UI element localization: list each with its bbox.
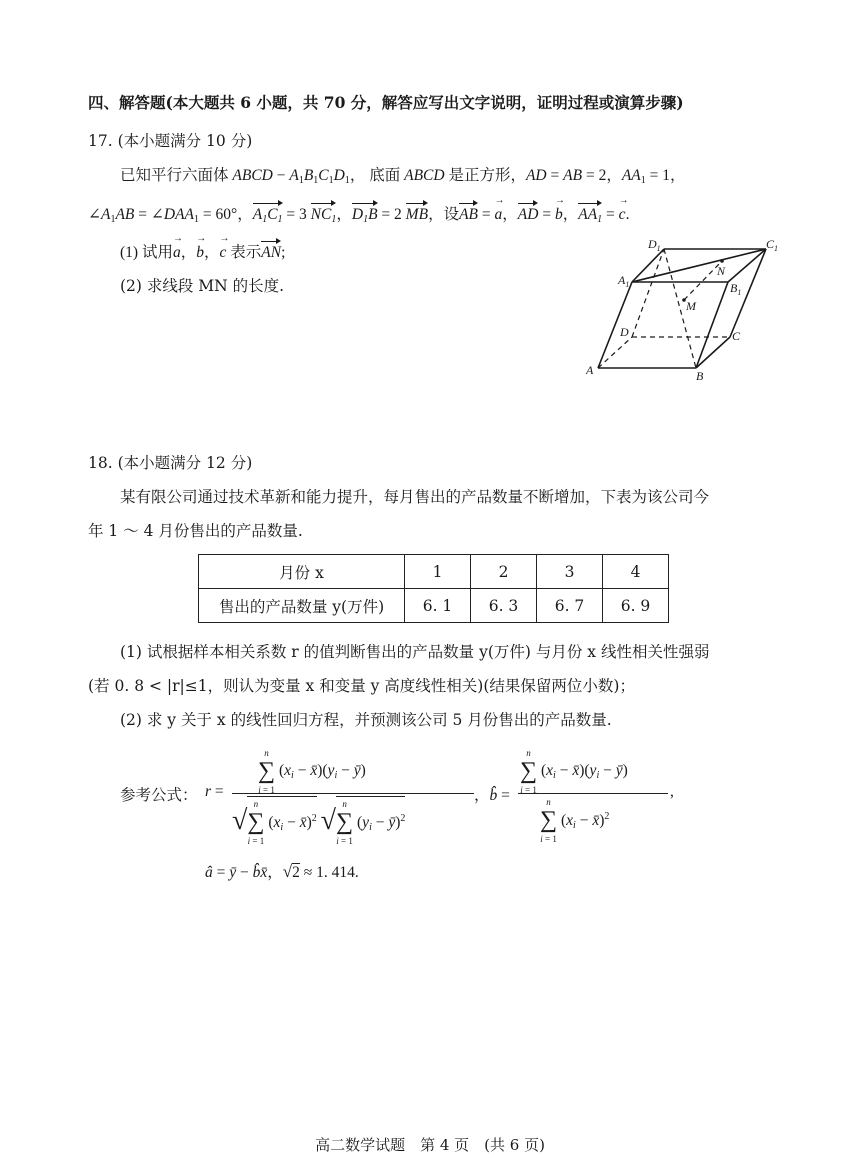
label-D: D [620,325,629,339]
label-B1: $B_1$ [730,281,742,297]
table-cell: 售出的产品数量 y(万件) [199,589,405,623]
table-cell: 4 [603,555,669,589]
table-cell: 1 [405,555,471,589]
ref-formula-label: 参考公式： [120,786,198,804]
formula-b-fraction-bar [518,793,668,794]
page-footer: 高二数学试题 第 4 页 (共 6 页) [315,1136,545,1154]
q18-part1-line1: (1) 试根据样本相关系数 r 的值判断售出的产品数量 y(万件) 与月份 x 线性相关性强弱 [120,643,710,661]
label-D1: $D_1$ [648,237,661,253]
table-row [199,589,669,623]
q18-header: 18. (本小题满分 12 分) [88,454,253,472]
formula-b-denominator: n ∑ i = 1 ($x_i$ − x̄)$^2$ [540,797,610,844]
formula-b-comma: , [670,783,674,800]
label-N: N [717,264,726,278]
sales-table [198,554,669,623]
q17-given-line2: $\angle A_1AB$ = $\angle DAA_1 = 60^\circ$，$A_1C_1 = 3$ $NC_1$，$D_1B = 2$ MB，设AB = → a，AD = → b，$AA_1$ = → c. [88,202,629,225]
table-cell: 6. 1 [405,589,471,623]
label-A1: $A_1$ [618,273,630,289]
formula-r-denominator: √ n ∑ i = 1 ($x_i$ − x̄)$^2$ √ n ∑ i = 1 ($y_i$ − ȳ)$^2$ [232,796,405,846]
table-cell: 3 [537,555,603,589]
q18-part2: (2) 求 y 关于 x 的线性回归方程，并预测该公司 5 月份售出的产品数量. [120,711,612,729]
q17-part2: (2) 求线段 MN 的长度. [120,277,285,295]
q18-part1-line2: (若 0. 8 < |r|≤1，则认为变量 x 和变量 y 高度线性相关)(结果保留两位小数)； [88,677,635,695]
q18-para-line1: 某有限公司通过技术革新和能力提升，每月售出的产品数量不断增加，下表为该公司今 [120,488,710,506]
formula-b-numerator: n ∑ i = 1 ($x_i$ − $x̄)(y_i$ − ȳ) [520,748,628,795]
label-C: C [732,329,741,343]
label-M: M [686,299,696,313]
q18-para-line2: 年 1 ～ 4 月份售出的产品数量. [88,522,303,540]
formula-r-numerator: n ∑ i = 1 ($x_i$ − $x̄)(y_i$ − ȳ) [258,748,366,795]
edge-AD-hidden [598,337,632,368]
table-row [199,555,669,589]
formula-a: â = ȳ − b̂x̄，√2 ≈ 1. 414. [205,862,359,881]
label-B: B [696,369,704,382]
table-cell: 月份 x [199,555,405,589]
table-cell: 6. 9 [603,589,669,623]
table-cell: 6. 3 [471,589,537,623]
label-C1: $C_1$ [766,237,779,253]
formula-separator: ，b̂ = [474,787,510,804]
section-title: 四、解答题(本大题共 6 小题，共 70 分，解答应写出文字说明，证明过程或演算步骤) [88,93,684,112]
edge-A1D1 [632,249,664,282]
label-A: A [586,363,594,377]
point-N [720,259,724,263]
edge-BB1 [696,282,728,368]
edge-DD1-hidden [632,249,664,337]
q17-part1: (1) 试用→ a，→ b，→ c 表示AN; [120,240,285,262]
q17-given-line1: 已知平行六面体 ABCD − $A_1B_1C_1D_1$， 底面 ABCD 是正方形，AD = AB = 2，$AA_1 = 1$， [120,167,686,186]
table-cell: 6. 7 [537,589,603,623]
parallelepiped-figure [580,232,790,382]
table-cell: 2 [471,555,537,589]
q17-header: 17. (本小题满分 10 分) [88,132,253,150]
formula-r-fraction-bar [232,793,474,794]
formula-r-lhs: r = [205,783,224,800]
